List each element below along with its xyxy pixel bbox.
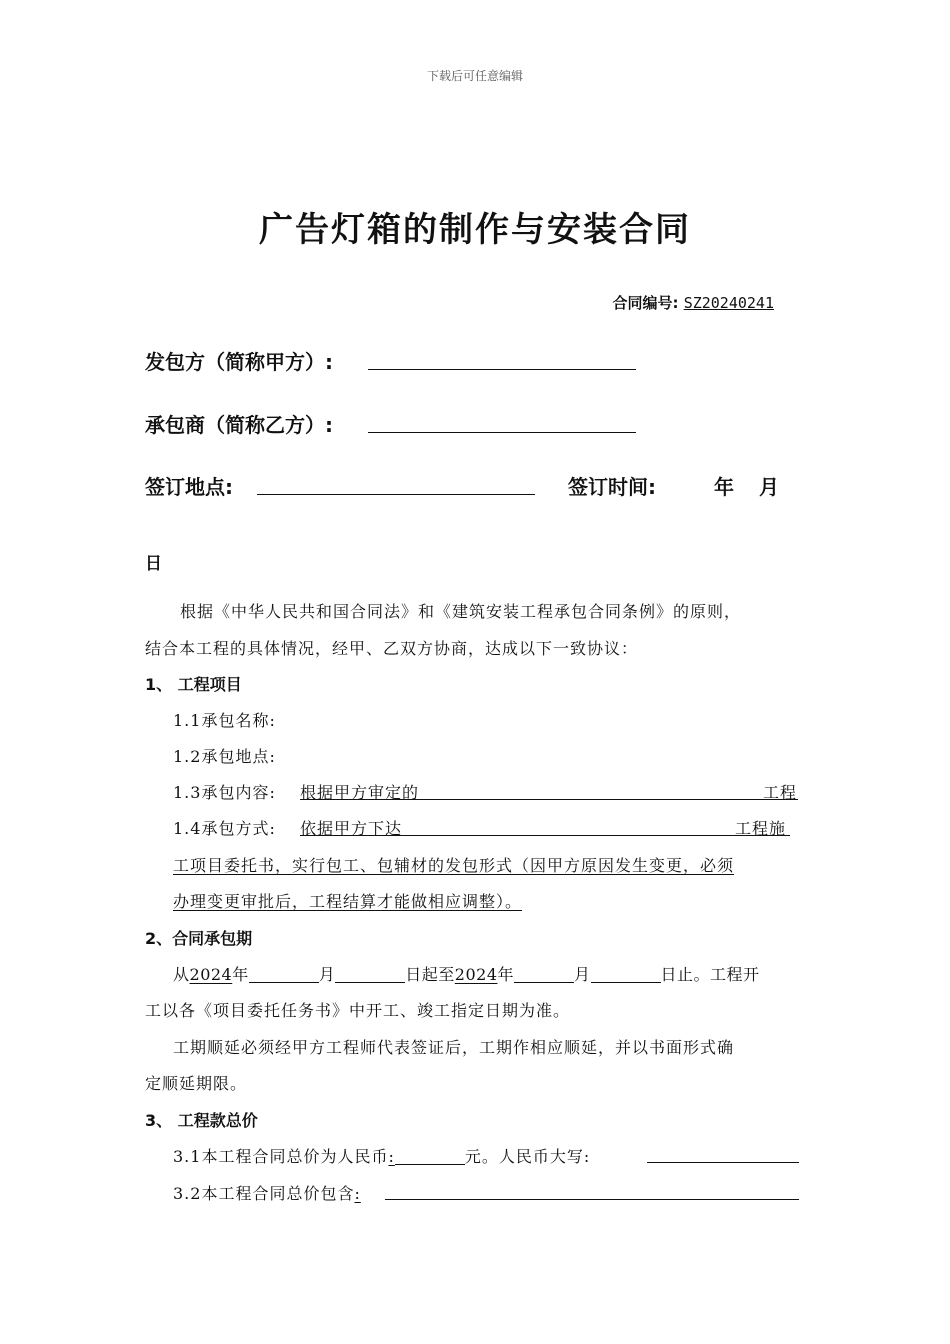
sign-time-label: 签订时间: (568, 475, 656, 499)
item-1-3-text: 根据甲方审定的 (300, 783, 420, 802)
party-b-field[interactable] (368, 432, 636, 433)
term-start-month-unit: 月 (318, 965, 336, 984)
item-3-1-capital-field[interactable] (647, 1162, 799, 1163)
item-1-4-end: 工程施 (735, 819, 787, 838)
item-3-2-label: 3.2本工程合同总价包含 (173, 1184, 355, 1203)
term-start-month-field[interactable] (249, 966, 319, 983)
extension-line-2: 定顺延期限。 (145, 1074, 248, 1093)
item-1-4-underline[interactable] (300, 835, 790, 836)
header-note: 下载后可任意编辑 (426, 69, 523, 83)
term-from: 从 (173, 965, 190, 984)
item-1-3-end: 工程 (763, 783, 798, 802)
term-start-year-unit: 年 (232, 965, 249, 984)
term-line-2: 工以各《项目委托任务书》中开工、竣工指定日期为准。 (145, 1001, 571, 1020)
term-line-1 (173, 962, 760, 985)
item-1-3-label: 1.3承包内容: (173, 783, 276, 802)
item-1-4-line-2: 工项目委托书，实行包工、包辅材的发包形式（因甲方原因发生变更，必须 (173, 856, 735, 875)
item-3-2-field[interactable] (385, 1199, 799, 1200)
term-end-year: 2024 (454, 965, 498, 984)
term-end-day-field[interactable] (591, 966, 661, 983)
contract-number-value: SZ20240241 (683, 294, 774, 312)
party-b-label: 承包商（简称乙方）: (145, 413, 333, 437)
term-end-day-unit: 日止。工程开 (660, 965, 760, 984)
section-3-heading: 3、 工程款总价 (145, 1111, 258, 1130)
intro-line-2: 结合本工程的具体情况，经甲、乙双方协商，达成以下一致协议： (145, 639, 639, 658)
item-1-4-line-3: 办理变更审批后，工程结算才能做相应调整）。 (173, 892, 523, 911)
item-3-1 (173, 1144, 590, 1167)
item-3-1-label: 3.1本工程合同总价为人民币 (173, 1147, 389, 1166)
term-start-year: 2024 (189, 965, 233, 984)
intro-line-1: 根据《中华人民共和国合同法》和《建筑安装工程承包合同条例》的原则， (180, 602, 742, 621)
item-1-2: 1.2承包地点: (173, 747, 276, 766)
item-1-4-text: 依据甲方下达 (300, 819, 403, 838)
party-a-label: 发包方（简称甲方）: (145, 350, 333, 374)
item-3-1-colon: : (388, 1147, 395, 1166)
section-1-heading: 1、 工程项目 (145, 675, 242, 694)
contract-number-label: 合同编号: (612, 294, 679, 312)
sign-month: 月 (759, 475, 779, 499)
document-title: 广告灯箱的制作与安装合同 (259, 210, 691, 250)
item-3-1-unit: 元。人民币大写: (464, 1147, 591, 1166)
contract-number (612, 292, 774, 313)
party-a-field[interactable] (368, 369, 636, 370)
term-end-month-unit: 月 (574, 965, 591, 984)
extension-line-1: 工期顺延必须经甲方工程师代表签证后，工期作相应顺延，并以书面形式确 (173, 1038, 735, 1057)
term-start-day-unit: 日起至 (405, 965, 455, 984)
item-3-1-amount-field[interactable] (395, 1148, 465, 1165)
item-1-3-underline[interactable] (300, 799, 798, 800)
sign-place-field[interactable] (257, 494, 535, 495)
term-end-year-unit: 年 (497, 965, 515, 984)
item-3-2-colon: : (354, 1184, 361, 1203)
item-1-4-label: 1.4承包方式: (173, 819, 276, 838)
sign-place-label: 签订地点: (145, 475, 233, 499)
section-2-heading: 2、合同承包期 (145, 929, 253, 948)
item-1-1: 1.1承包名称: (173, 711, 276, 730)
item-3-2 (173, 1181, 361, 1204)
sign-year: 年 (714, 475, 734, 499)
sign-day: 日 (145, 554, 162, 574)
term-end-month-field[interactable] (514, 966, 574, 983)
term-start-day-field[interactable] (335, 966, 405, 983)
